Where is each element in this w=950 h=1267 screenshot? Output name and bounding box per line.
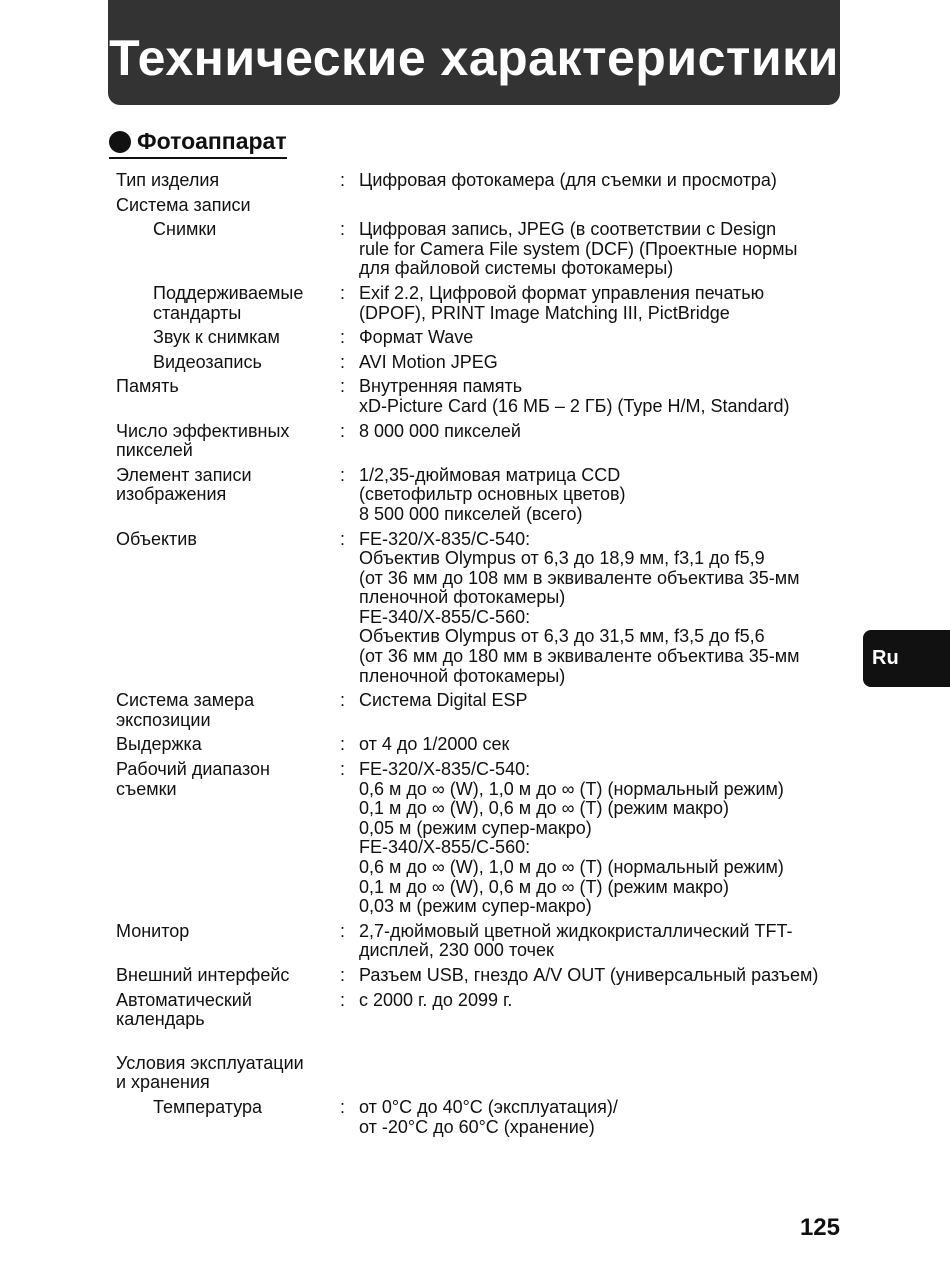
spec-row xyxy=(116,1054,846,1093)
spec-label: Тип изделия xyxy=(116,170,220,190)
bullet-icon xyxy=(109,131,131,153)
spec-label: Автоматический календарь xyxy=(116,989,252,1030)
spec-value: 1/2,35-дюймовая матрица CCD (светофильтр основных цветов) 8 500 000 пикселей (всего) xyxy=(359,464,626,524)
spec-row xyxy=(116,171,846,191)
language-tab-label: Ru xyxy=(872,647,899,669)
spec-separator: : xyxy=(340,170,346,190)
spec-row xyxy=(116,735,846,755)
spec-label: Температура xyxy=(153,1096,263,1117)
spec-separator: : xyxy=(340,351,346,372)
page-number: 125 xyxy=(799,1214,840,1241)
spec-label: Снимки xyxy=(153,219,217,240)
spec-label: Условия эксплуатации и хранения xyxy=(116,1052,304,1093)
spec-label: Элемент записи изображения xyxy=(116,464,252,505)
spec-row xyxy=(116,466,846,525)
spec-value: Разъем USB, гнездо A/V OUT (универсальный разъем) xyxy=(359,964,819,985)
spec-label: Поддерживаемые стандарты xyxy=(153,282,304,323)
page-title: Технические характеристики xyxy=(109,29,839,86)
spec-label: Звук к снимкам xyxy=(153,327,280,348)
spec-label: Рабочий диапазон съемки xyxy=(116,759,270,799)
spec-separator: : xyxy=(340,920,346,941)
spec-row xyxy=(116,422,846,461)
spec-separator: : xyxy=(340,964,346,985)
spec-separator: : xyxy=(340,690,346,711)
spec-row xyxy=(116,377,846,416)
spec-label: Видеозапись xyxy=(153,351,262,372)
spec-row xyxy=(116,760,846,917)
spec-row xyxy=(116,966,846,986)
spec-separator: : xyxy=(340,759,346,780)
spec-value: от 4 до 1/2000 сек xyxy=(359,734,510,755)
spec-label: Выдержка xyxy=(116,734,202,755)
spec-label: Объектив xyxy=(116,528,197,549)
spec-row xyxy=(116,353,846,373)
spec-value: FE-320/X-835/C-540: 0,6 м до ∞ (W), 1,0 м до ∞ (T) (нормальный режим) 0,1 м до ∞ (W), 0,6 м до ∞ (T) (режим макро) 0,05 м (режим супер-макро) FE-340/X-855/C-560: 0,6 м до ∞ (W), 1,0 м до ∞ (T) (нормальный режим) 0,1 м до ∞ (W), 0,6 м до ∞ (T) (режим макро) 0,03 м (режим супер-макро) xyxy=(359,759,784,917)
spec-row xyxy=(116,691,846,730)
spec-label: Система записи xyxy=(116,194,251,215)
spec-value: 8 000 000 пикселей xyxy=(359,420,521,441)
spec-separator: : xyxy=(340,989,346,1010)
spec-value: FE-320/X-835/C-540: Объектив Olympus от 6,3 до 18,9 мм, f3,1 до f5,9 (от 36 мм до 108 мм в эквиваленте объектива 35-мм пленочной фотокамеры) FE-340/X-855/C-560: Объектив Olympus от 6,3 до 31,5 мм, f3,5 до f5,6 (от 36 мм до 180 мм в эквиваленте объектива 35-мм пленочной фотокамеры) xyxy=(359,528,800,686)
spec-separator: : xyxy=(340,464,346,485)
spec-separator: : xyxy=(340,1096,346,1117)
spec-separator: : xyxy=(340,734,346,755)
spec-separator: : xyxy=(340,528,346,549)
spec-value: Формат Wave xyxy=(359,327,474,348)
title-banner xyxy=(108,0,840,105)
spec-value: Система Digital ESP xyxy=(359,690,528,711)
spec-separator: : xyxy=(340,376,346,397)
spec-value: Цифровая запись, JPEG (в соответствии с Design rule for Camera File system (DCF) (Проектные нормы для файловой системы фотокамеры) xyxy=(359,219,798,279)
spec-value: AVI Motion JPEG xyxy=(359,351,498,372)
spec-label: Память xyxy=(116,376,179,397)
spec-separator: : xyxy=(340,219,346,240)
section-title: Фотоаппарат xyxy=(137,128,287,154)
spec-row xyxy=(116,922,846,961)
spec-row xyxy=(116,530,846,687)
spec-row xyxy=(116,196,846,216)
spec-label: Число эффективных пикселей xyxy=(116,420,290,461)
spec-table xyxy=(116,171,846,1142)
spec-value: Цифровая фотокамера (для съемки и просмотра) xyxy=(359,170,777,190)
spec-label: Монитор xyxy=(116,920,190,941)
spec-row xyxy=(116,328,846,348)
spec-value: с 2000 г. до 2099 г. xyxy=(359,989,513,1010)
spec-separator: : xyxy=(340,327,346,348)
spec-row xyxy=(116,220,846,279)
spec-separator: : xyxy=(340,420,346,441)
spec-value: 2,7-дюймовый цветной жидкокристаллический TFT- дисплей, 230 000 точек xyxy=(359,920,793,961)
language-tab xyxy=(863,630,950,687)
spec-value: Exif 2.2, Цифровой формат управления печатью (DPOF), PRINT Image Matching III, PictBridge xyxy=(359,282,765,323)
spec-label: Внешний интерфейс xyxy=(116,964,290,985)
spec-label: Система замера экспозиции xyxy=(116,690,255,730)
spec-row xyxy=(116,1098,846,1137)
spec-row xyxy=(116,284,846,323)
spec-value: Внутренняя память xD-Picture Card (16 МБ – 2 ГБ) (Type H/M, Standard) xyxy=(359,376,790,416)
spec-row xyxy=(116,991,846,1030)
spec-value: от 0°C до 40°C (эксплуатация)/ от -20°C до 60°C (хранение) xyxy=(359,1096,618,1137)
section-heading xyxy=(109,128,287,159)
spec-separator: : xyxy=(340,282,346,303)
